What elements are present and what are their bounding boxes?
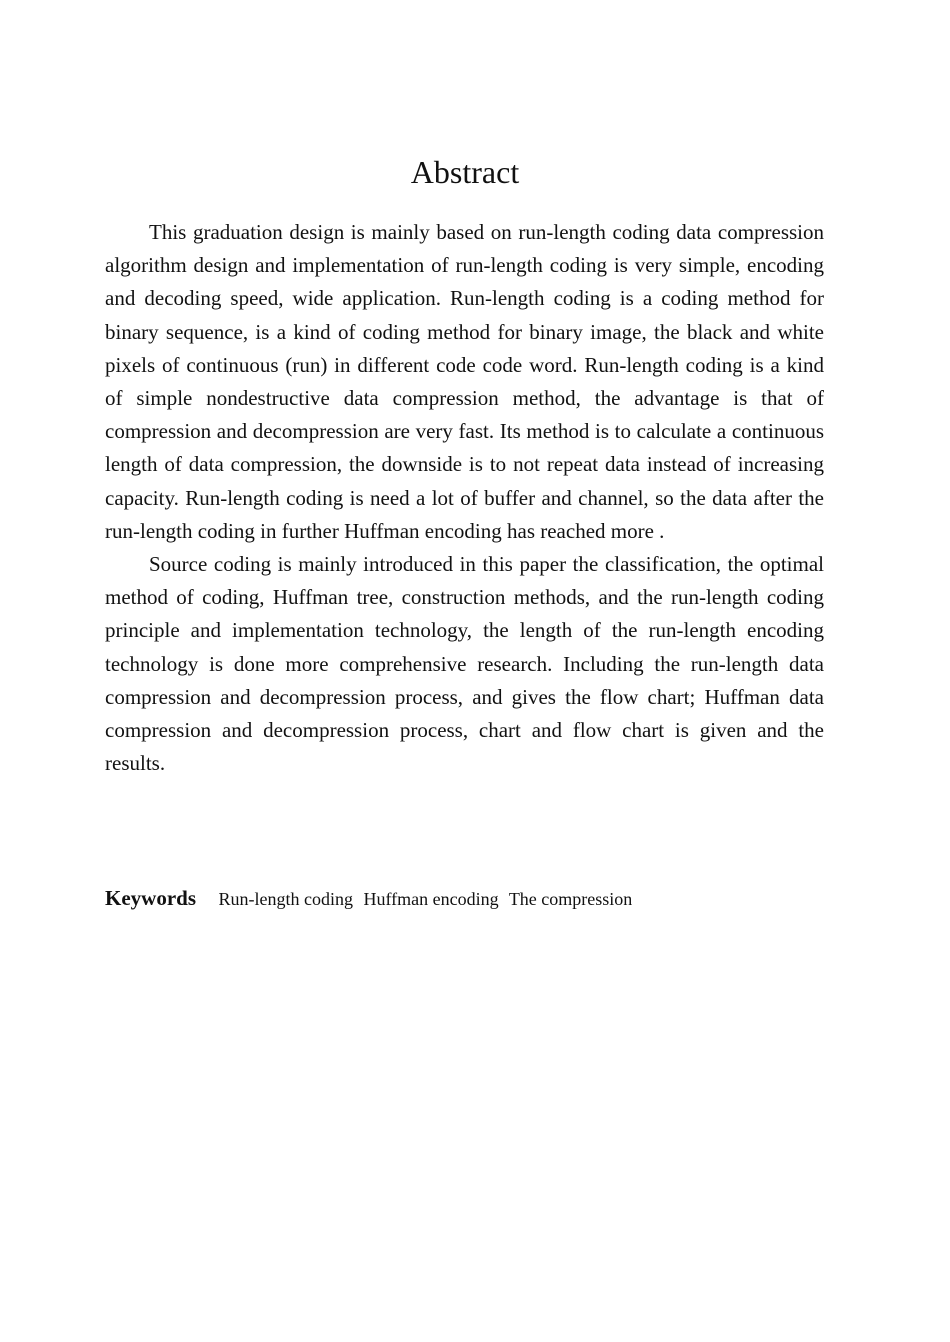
keywords-label: Keywords xyxy=(105,886,196,910)
keyword-item: Run-length coding xyxy=(218,889,353,909)
keyword-item: Huffman encoding xyxy=(363,889,499,909)
abstract-paragraph-2: Source coding is mainly introduced in this paper the classification, the optimal method of coding, Huffman tree, construction methods, and the run-length coding principle and implementation technology, the length of the run-length encoding technology is done more comprehensive research. Including the run-length data compression and decompression process, and gives the flow chart; Huffman data compression and decompression process, chart and flow chart is given and the results. xyxy=(105,552,824,776)
abstract-body xyxy=(105,216,824,780)
keyword-item: The compression xyxy=(508,889,633,909)
page-title: Abstract xyxy=(410,154,520,190)
keywords-line xyxy=(105,883,824,914)
abstract-paragraph-1: This graduation design is mainly based on run-length coding data compression algorithm design and implementation of run-length coding is very simple, encoding and decoding speed, wide application. Run-length coding is a coding method for binary sequence, is a kind of coding method for binary image, the black and white pixels of continuous (run) in different code code word. Run-length coding is a kind of simple nondestructive data compression method, the advantage is that of compression and decompression are very fast. Its method is to calculate a continuous length of data compression, the downside is to not repeat data instead of increasing capacity. Run-length coding is need a lot of buffer and channel, so the data after the run-length coding in further Huffman encoding has reached more . xyxy=(105,220,824,543)
